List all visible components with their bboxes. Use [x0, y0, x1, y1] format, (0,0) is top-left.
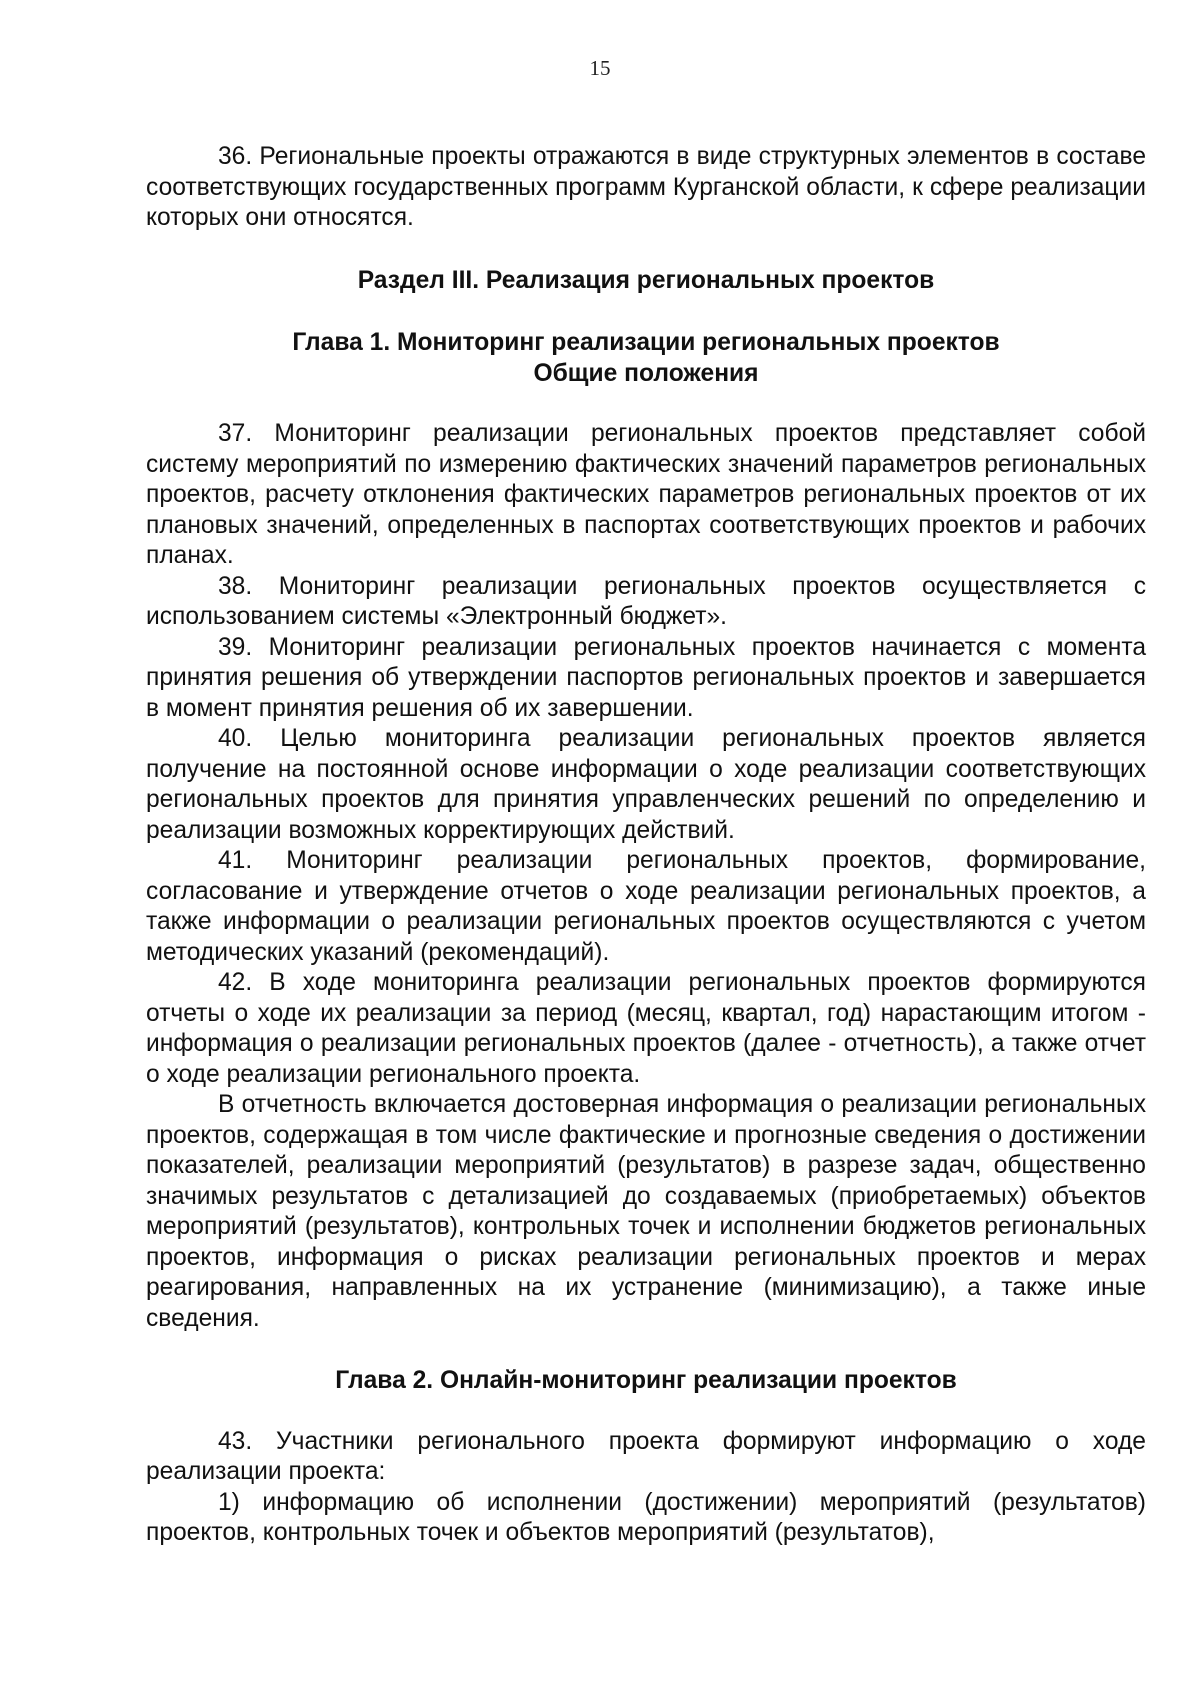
- chapter-1-title: Глава 1. Мониторинг реализации региональных проектов: [292, 329, 1000, 356]
- spacer: [146, 389, 1146, 419]
- paragraph-38: 38. Мониторинг реализации региональных проектов осуществляется с использованием системы «Электронный бюджет».: [146, 572, 1146, 630]
- paragraph-40: 40. Целью мониторинга реализации региональных проектов является получение на постоянной основе информации о ходе реализации соответствующих региональных проектов для принятия управленческих решений по определению и реализации возможных корректирующих действий.: [146, 725, 1146, 844]
- chapter-1-subtitle: Общие положения: [533, 359, 759, 387]
- spacer: [146, 234, 1146, 266]
- spacer: [146, 1397, 1146, 1427]
- paragraph-41: 41. Мониторинг реализации региональных проектов, формирование, согласование и утверждение отчетов о ходе реализации региональных проектов, а также информации о реализации региональных проектов осуществляются с учетом методических указаний (рекомендаций).: [146, 847, 1146, 966]
- page-number: 15: [589, 56, 611, 80]
- spacer: [146, 296, 1146, 328]
- section-heading: Раздел III. Реализация региональных проектов: [357, 266, 935, 294]
- paragraph-37: 37. Мониторинг реализации региональных проектов представляет собой систему мероприятий по измерению фактических значений параметров региональных проектов, расчету отклонения фактических параметров региональных проектов от их плановых значений, определенных в паспортах соответствующих проектов и рабочих планах.: [146, 420, 1146, 569]
- chapter-2-title: Глава 2. Онлайн-мониторинг реализации проектов: [335, 1367, 957, 1394]
- paragraph-42-continued: В отчетность включается достоверная информация о реализации региональных проектов, содержащая в том числе фактические и прогнозные сведения о достижении показателей, реализации мероприятий (результатов) в разрезе задач, общественно значимых результатов с детализацией до создаваемых (приобретаемых) объектов мероприятий (результатов), контрольных точек и исполнении бюджетов региональных проектов, информация о рисках реализации региональных проектов и мерах реагирования, направленных на их устранение (минимизацию), а также иные сведения.: [146, 1091, 1146, 1332]
- document-body: [146, 142, 1146, 1549]
- spacer: [146, 1334, 1146, 1366]
- paragraph-39: 39. Мониторинг реализации региональных проектов начинается с момента принятия решения об утверждении паспортов региональных проектов и завершается в момент принятия решения об их завершении.: [146, 633, 1146, 722]
- paragraph-43-item-1: 1) информацию об исполнении (достижении) мероприятий (результатов) проектов, контрольных точек и объектов мероприятий (результатов),: [146, 1488, 1146, 1546]
- paragraph-42: 42. В ходе мониторинга реализации региональных проектов формируются отчеты о ходе их реализации за период (месяц, квартал, год) нарастающим итогом - информация о реализации региональных проектов (далее - отчетность), а также отчет о ходе реализации регионального проекта.: [146, 969, 1146, 1088]
- paragraph-36: 36. Региональные проекты отражаются в виде структурных элементов в составе соответствующих государственных программ Курганской области, к сфере реализации которых они относятся.: [146, 143, 1146, 231]
- paragraph-43: 43. Участники регионального проекта формируют информацию о ходе реализации проекта:: [146, 1427, 1146, 1485]
